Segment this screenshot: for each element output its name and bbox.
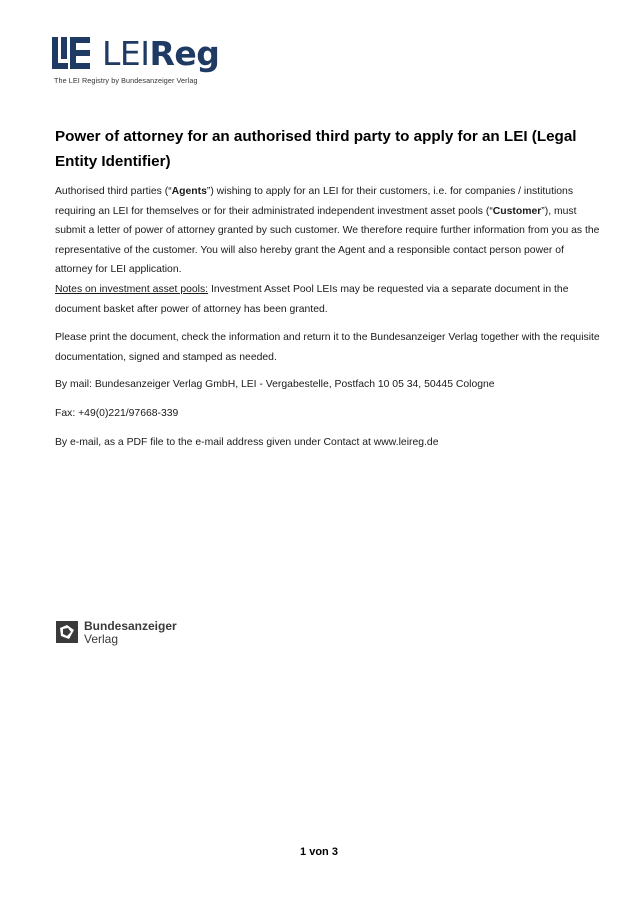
leireg-wordmark: LEIReg xyxy=(102,33,220,73)
logo-tagline: The LEI Registry by Bundesanzeiger Verlag xyxy=(54,76,198,85)
print-instructions: Please print the document, check the information and return it to the Bundesanzeiger Verlag together with the requisite documentation, signed and stamped as needed. xyxy=(55,332,600,363)
bundesanzeiger-logo xyxy=(55,620,177,646)
bundesanzeiger-wordmark: Bundesanzeiger Verlag xyxy=(84,619,177,646)
leireg-logo xyxy=(52,33,220,73)
bundesanzeiger-emblem-icon xyxy=(55,620,79,644)
notes-label: Notes on investment asset pools: xyxy=(55,284,209,295)
mail-address: By mail: Bundesanzeiger Verlag GmbH, LEI - Vergabestelle, Postfach 10 05 34, 50445 Cologne xyxy=(55,379,495,390)
document-title: Power of attorney for an authorised third party to apply for an LEI (Legal Entity Identifier) xyxy=(55,128,577,170)
fax-number: Fax: +49(0)221/97668-339 xyxy=(55,408,179,419)
asset-pool-notes: Notes on investment asset pools: Investment Asset Pool LEIs may be requested via a separate document in the document basket after power of attorney has been granted. xyxy=(55,284,569,315)
page-number: 1 von 3 xyxy=(300,846,338,858)
leireg-mark-icon xyxy=(52,36,96,70)
intro-paragraph: Authorised third parties (“Agents”) wishing to apply for an LEI for their customers, i.e. for companies / institutions requiring an LEI for themselves or for their administrated independent investment asset pools (“Customer”), must submit a letter of power of attorney granted by such customer. We therefore require further information from you as the representative of the customer. You will also hereby grant the Agent and a responsible contact person power of attorney for LEI application. xyxy=(55,186,600,276)
email-instructions: By e-mail, as a PDF file to the e-mail address given under Contact at www.leireg.de xyxy=(55,437,439,448)
